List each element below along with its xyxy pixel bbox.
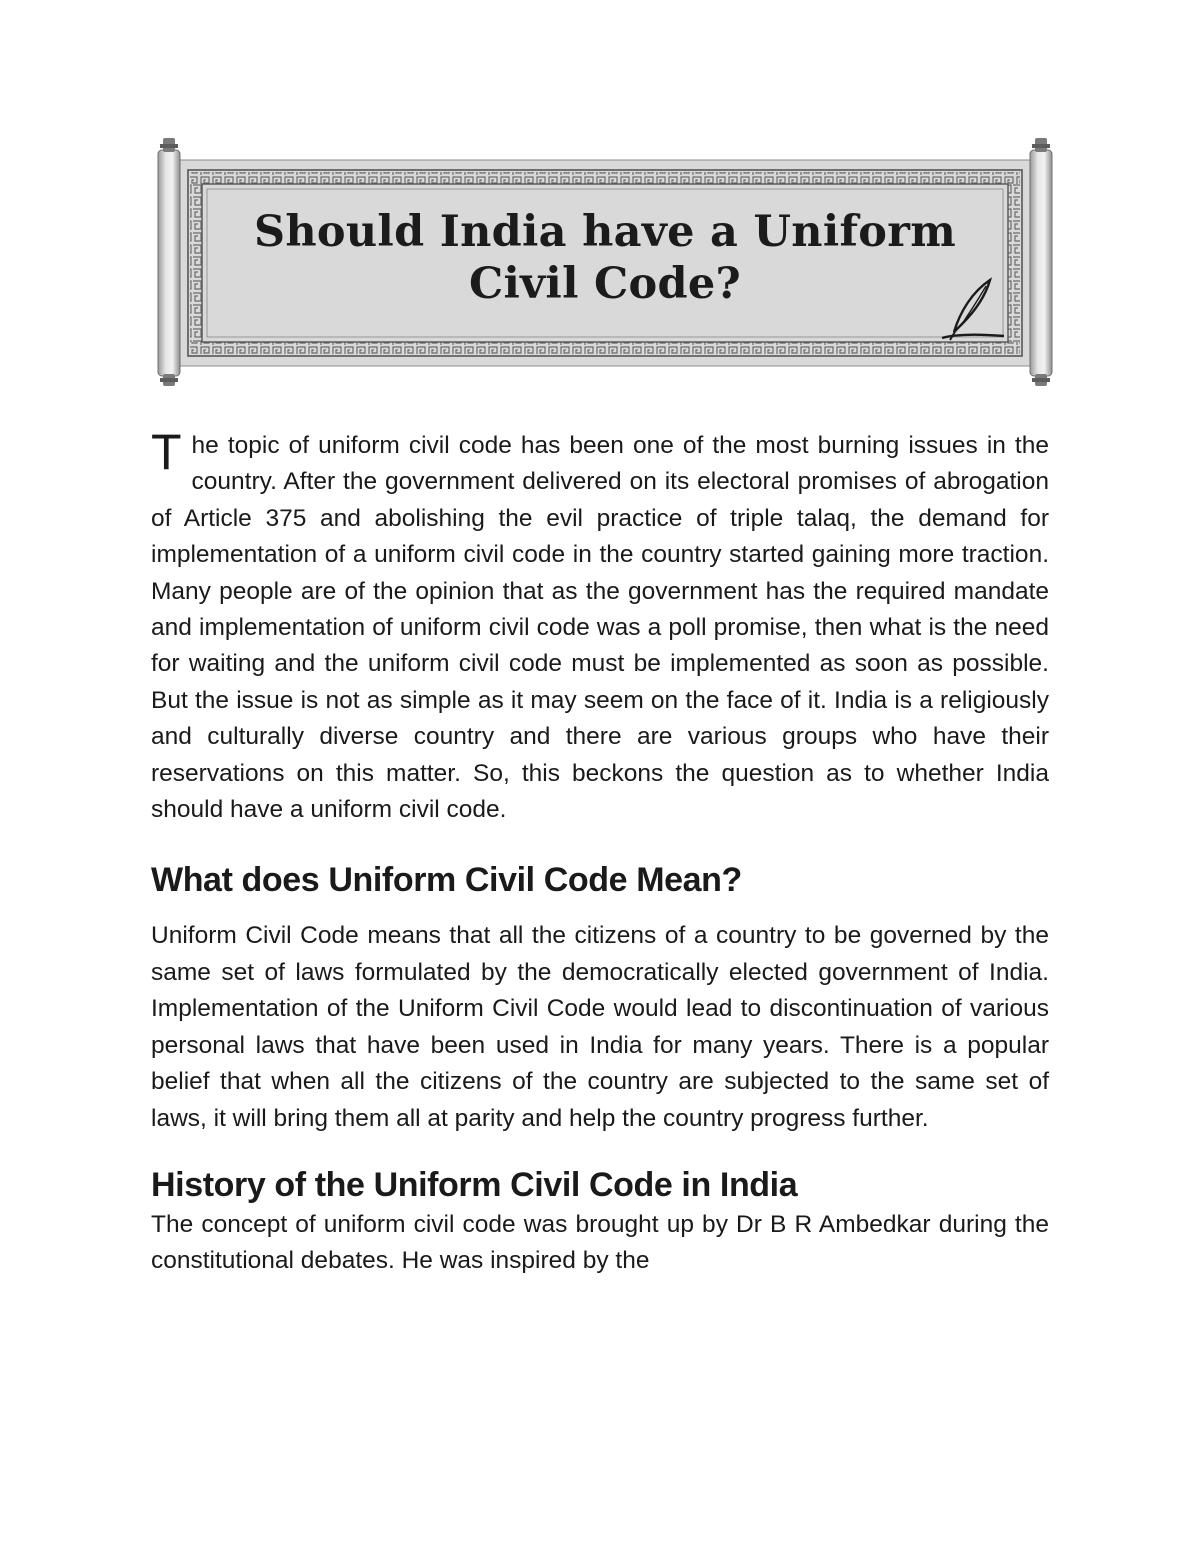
banner-title (212, 206, 998, 310)
banner-title-line-1: Should India have a Uniform (253, 207, 957, 257)
section-paragraph-meaning: Uniform Civil Code means that all the citizens of a country to be governed by the same set of laws formulated by the democratically elected government of India. Implementation of the Uniform Civil Code would lead to discontinuation of various personal laws that have been used in India for many years. There is a popular belief that when all the citizens of the country are subjected to the same set of laws, it will bring them all at parity and help the country progress further. (151, 922, 1049, 1132)
quill-pen-icon (932, 274, 1012, 344)
section-paragraph-history: The concept of uniform civil code was brought up by Dr B R Ambedkar during the constitutional debates. He was inspired by the (151, 1210, 1049, 1275)
section-heading-meaning: What does Uniform Civil Code Mean? (151, 861, 742, 900)
intro-text: he topic of uniform civil code has been one of the most burning issues in the country. After the government delivered on its electoral promises of abrogation of Article 375 and abolishing the evil practice of triple talaq, the demand for implementation of a uniform civil code in the country started gaining more traction. Many people are of the opinion that as the government has the required mandate and implementation of uniform civil code was a poll promise, then what is the need for waiting and the uniform civil code must be implemented as soon as possible. But the issue is not as simple as it may seem on the face of it. India is a religiously and culturally diverse country and there are various groups who have their reservations on this matter. So, this beckons the question as to whether India should have a uniform civil code. (151, 432, 1049, 824)
banner-title-line-2: Civil Code? (468, 259, 741, 309)
section-heading-history: History of the Uniform Civil Code in India (151, 1165, 798, 1204)
article-body (151, 424, 1049, 1280)
intro-paragraph (151, 424, 1049, 828)
drop-cap: T (151, 424, 182, 480)
title-banner (152, 136, 1058, 388)
